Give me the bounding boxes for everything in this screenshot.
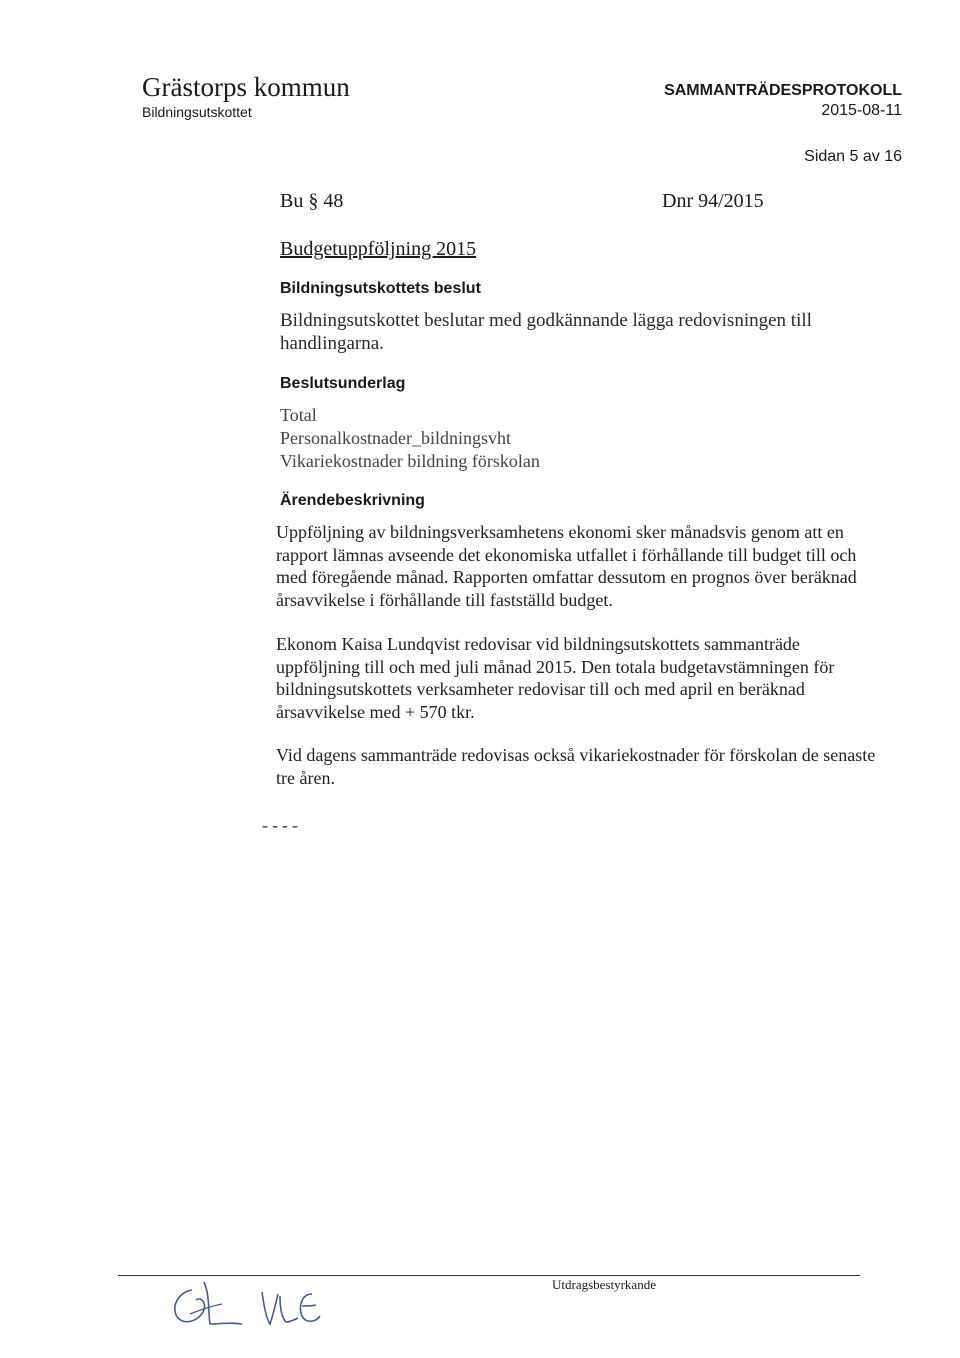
description-paragraph-2: Ekonom Kaisa Lundqvist redovisar vid bildningsutskottets sammanträde uppföljning till och med juli månad 2015. Den totala budgetavstämningen för bildningsutskottets verksamheter redovisar till och med april en beräknad årsavvikelse med + 570 tkr. [276, 634, 835, 722]
committee-name: Bildningsutskottet [142, 104, 252, 120]
paragraph-subject: Budgetuppföljning 2015 [280, 238, 477, 260]
end-marker: ---- [262, 815, 302, 835]
organization-name: Grästorps kommun [142, 72, 350, 102]
certification-label: Utdragsbestyrkande [552, 1277, 656, 1292]
page-number: Sidan 5 av 16 [804, 148, 902, 165]
decision-text: Bildningsutskottet beslutar med godkännande lägga redovisningen till handlingarna. [280, 310, 812, 354]
paragraph-number: Bu § 48 [280, 190, 344, 212]
basis-heading: Beslutsunderlag [280, 375, 406, 392]
description-heading: Ärendebeskrivning [280, 492, 425, 509]
basis-item-total: Total [280, 405, 317, 425]
decision-heading: Bildningsutskottets beslut [280, 280, 481, 297]
signature-initials [160, 1276, 360, 1336]
meeting-date: 2015-08-11 [821, 102, 902, 119]
diary-number: Dnr 94/2015 [662, 190, 764, 212]
basis-item-substitute-costs: Vikariekostnader bildning förskolan [280, 451, 540, 471]
basis-item-personnel-costs: Personalkostnader_bildningsvht [280, 428, 511, 448]
description-paragraph-3: Vid dagens sammanträde redovisas också vikariekostnader för förskolan de senaste tre åren. [276, 745, 876, 788]
description-paragraph-1: Uppföljning av bildningsverksamhetens ekonomi sker månadsvis genom att en rapport lämnas avseende det ekonomiska utfallet i förhållande till budget till och med föregående månad. Rapporten omfattar dessutom en prognos över beräknad årsavvikelse i förhållande till fastställd budget. [276, 522, 857, 610]
basis-list [280, 404, 540, 473]
document-type: SAMMANTRÄDESPROTOKOLL [664, 82, 902, 99]
